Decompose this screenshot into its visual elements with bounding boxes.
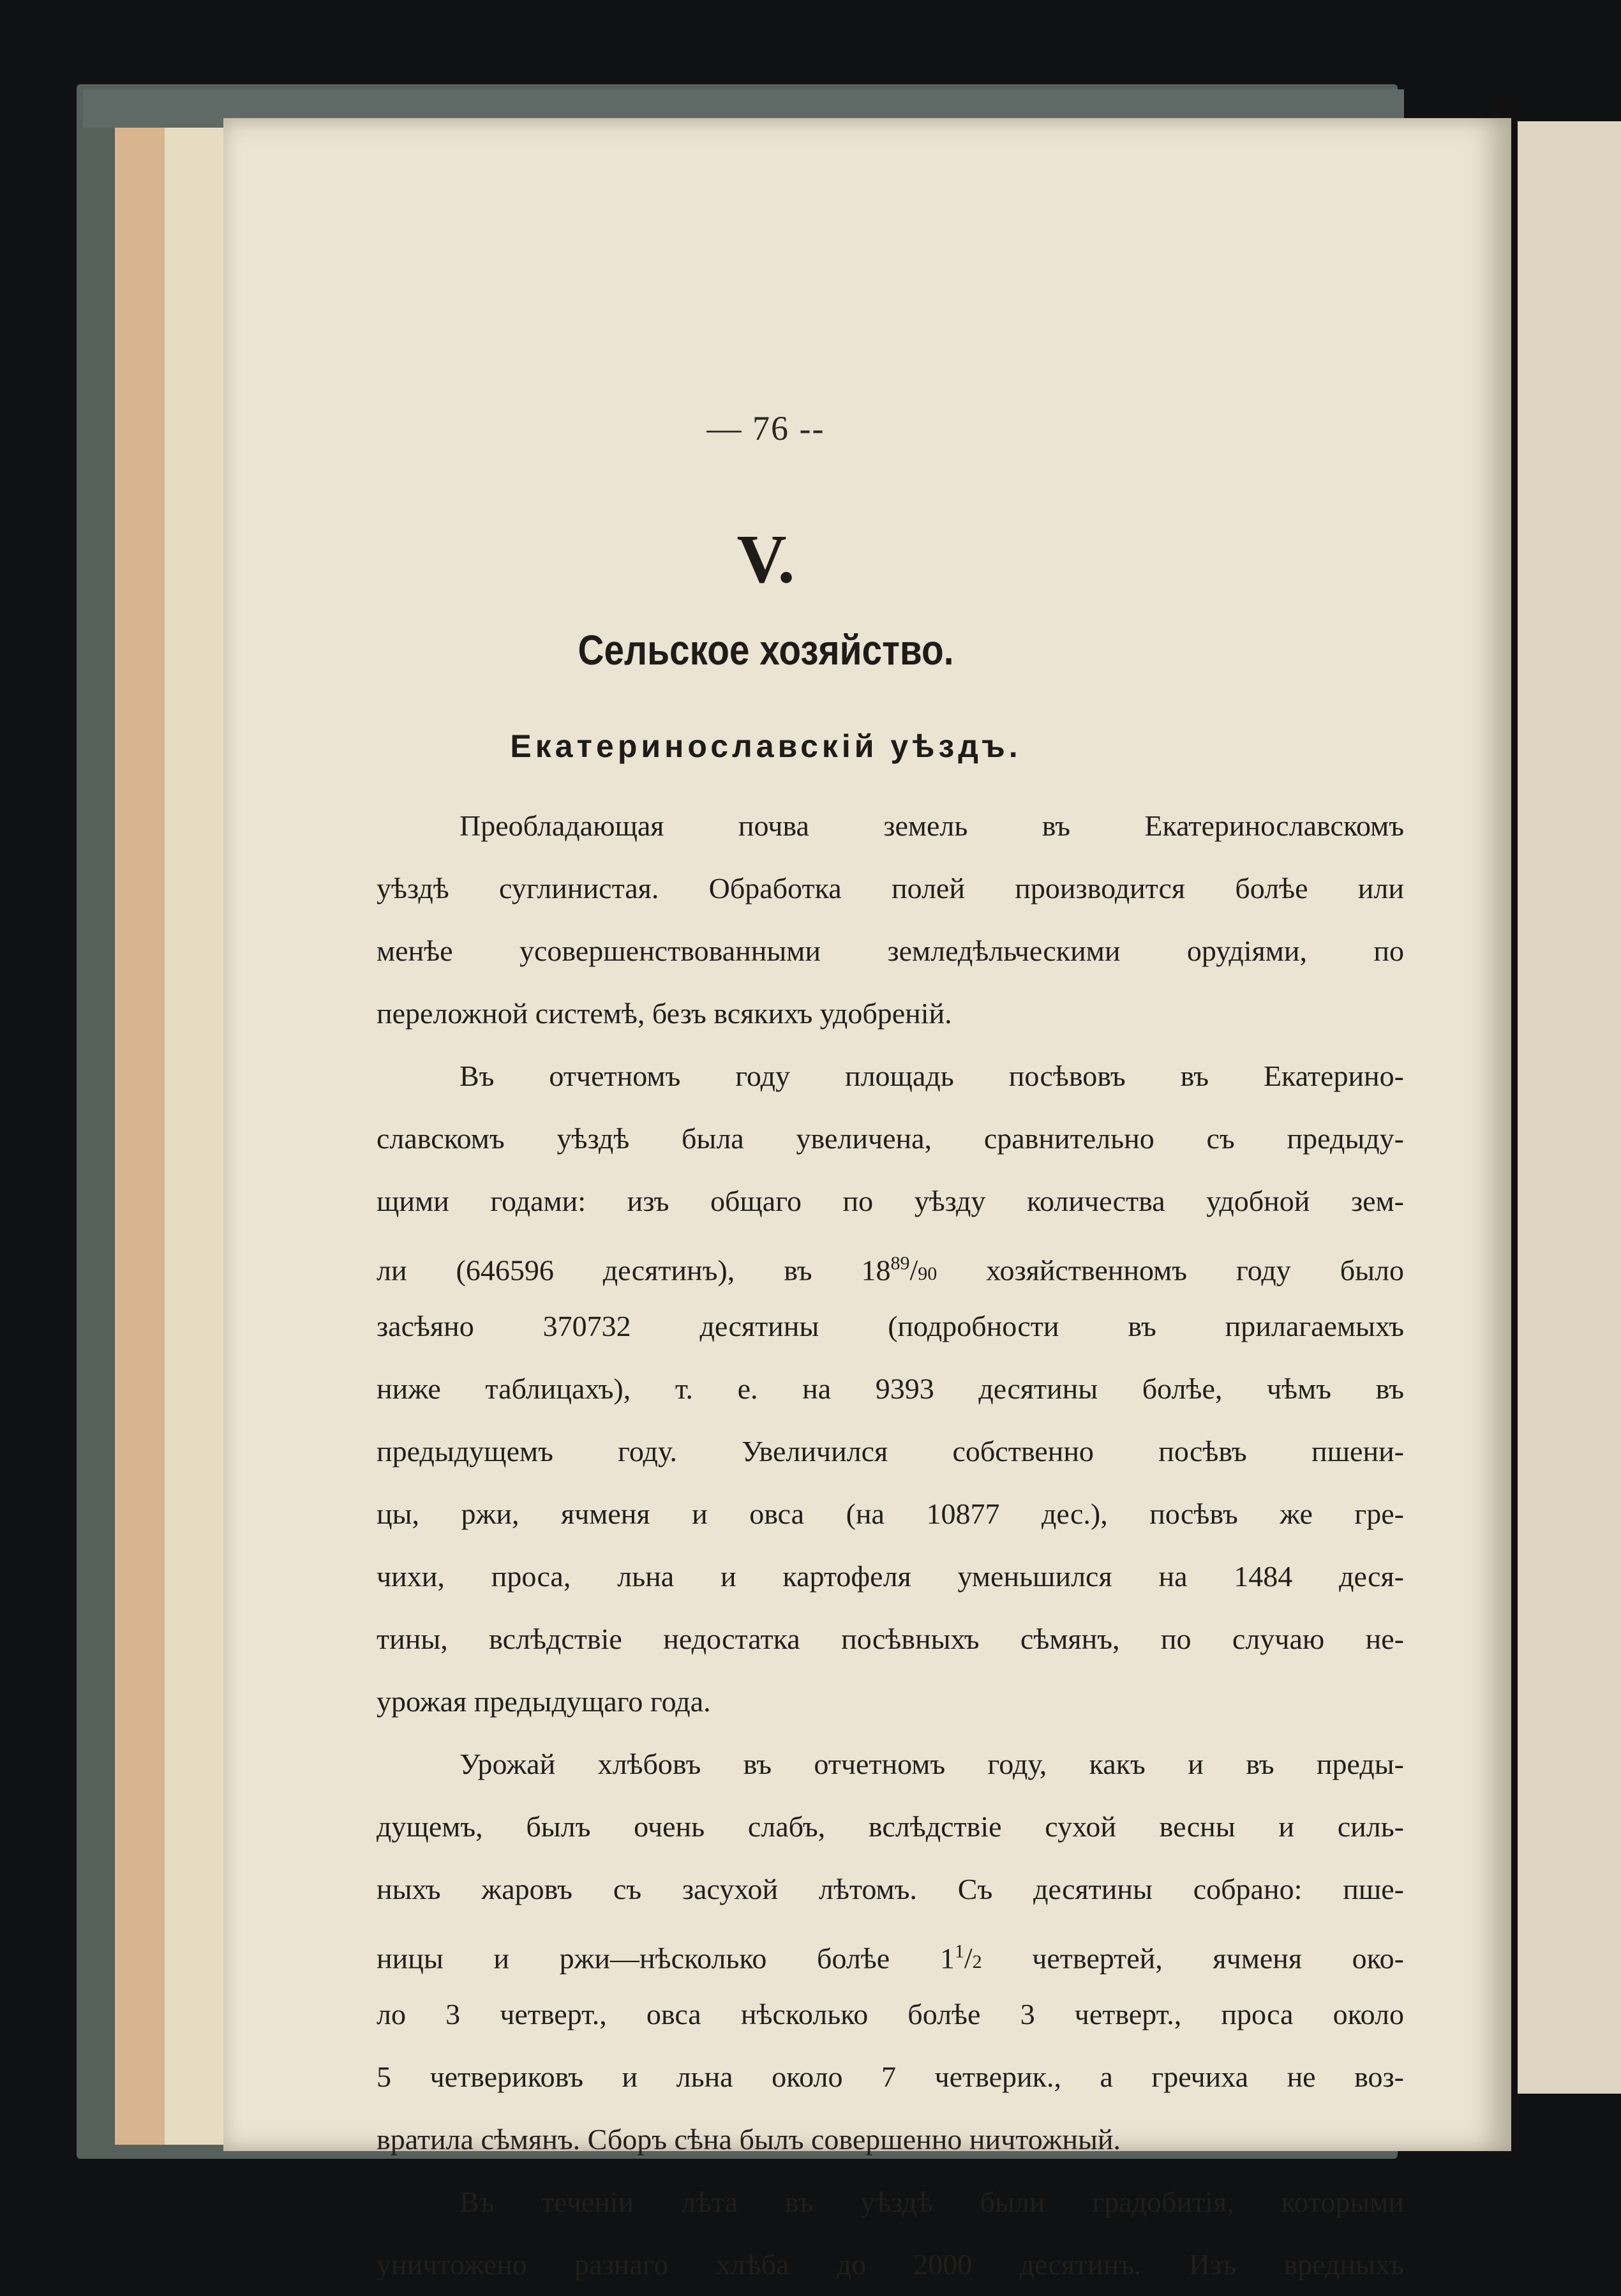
text-line: урожая предыдущаго года. bbox=[377, 1685, 711, 1718]
next-page-sliver bbox=[1518, 121, 1621, 2094]
page-edge-light bbox=[165, 128, 228, 2145]
fraction-numerator: 89 bbox=[890, 1253, 910, 1274]
text-line: Урожай хлѣбовъ въ отчетномъ году, какъ и въ преды- bbox=[459, 1748, 1404, 1780]
text-line: Преобладающая почва земель въ Екатеринославскомъ bbox=[459, 809, 1404, 842]
text-line: 5 четвериковъ и льна около 7 четверик., а гречиха не воз- bbox=[377, 2060, 1404, 2093]
text-line: менѣе усовершенствованными земледѣльческими орудіями, по bbox=[377, 934, 1404, 967]
fraction: $^1$/2 bbox=[954, 1941, 982, 1975]
fraction: $^{89}$/90 bbox=[890, 1253, 937, 1287]
text-line: дущемъ, былъ очень слабъ, вслѣдствіе сухой весны и силь- bbox=[377, 1810, 1404, 1843]
page-number: — 76 -- bbox=[706, 409, 825, 447]
text-line: Въ теченіи лѣта въ уѣздѣ были градобитія, которыми bbox=[459, 2186, 1404, 2218]
section-title: Сельское хозяйство. bbox=[578, 626, 954, 673]
text-line: Въ отчетномъ году площадь посѣвовъ въ Екатерино- bbox=[459, 1060, 1404, 1092]
text-line: щими годами: изъ общаго по уѣзду количества удобной зем- bbox=[377, 1185, 1404, 1217]
line-suffix: хозяйственномъ году было bbox=[937, 1254, 1405, 1287]
text-line: чихи, проса, льна и картофеля уменьшился на 1484 деся- bbox=[377, 1560, 1404, 1593]
body-text bbox=[377, 795, 1404, 2296]
line-prefix: ницы и ржи—нѣсколько болѣе 1 bbox=[377, 1942, 955, 1975]
text-line: уничтожено разнаго хлѣба до 2000 десятинъ. Изъ вредныхъ bbox=[377, 2248, 1404, 2281]
district-title: Екатеринославскій уѣздъ. bbox=[510, 728, 1022, 764]
text-line: уѣздѣ суглинистая. Обработка полей производится болѣе или bbox=[377, 872, 1404, 904]
text-line: цы, ржи, ячменя и овса (на 10877 дес.), посѣвъ же гре- bbox=[377, 1497, 1404, 1530]
text-line: тины, вслѣдствіе недостатка посѣвныхъ сѣмянъ, по случаю не- bbox=[377, 1623, 1404, 1655]
section-number: V. bbox=[736, 521, 795, 597]
text-line: ныхъ жаровъ съ засухой лѣтомъ. Съ десятины собрано: пше- bbox=[377, 1873, 1404, 1905]
book-page bbox=[223, 118, 1511, 2281]
text-line: ниже таблицахъ), т. е. на 9393 десятины болѣе, чѣмъ въ bbox=[377, 1372, 1404, 1405]
text-line: предыдущемъ году. Увеличился собственно посѣвъ пшени- bbox=[377, 1435, 1404, 1467]
text-line: ло 3 четверт., овса нѣсколько болѣе 3 четверт., проса около bbox=[377, 1998, 1404, 2030]
fraction-denominator: 90 bbox=[918, 1263, 937, 1285]
line-suffix: четвертей, ячменя око- bbox=[982, 1942, 1404, 1975]
fraction-denominator: 2 bbox=[972, 1951, 982, 1973]
page-edge-pink bbox=[115, 128, 166, 2145]
text-line-with-fraction bbox=[377, 1233, 1404, 1295]
text-line: вратила сѣмянъ. Сборъ сѣна былъ совершенно ничтожный. bbox=[377, 2123, 1121, 2156]
text-line: переложной системѣ, безъ всякихъ удобреній. bbox=[377, 997, 952, 1030]
text-line: славскомъ уѣздѣ была увеличена, сравнительно съ предыду- bbox=[377, 1122, 1404, 1155]
line-prefix: ли (646596 десятинъ), въ 18 bbox=[377, 1254, 891, 1287]
fraction-numerator: 1 bbox=[954, 1941, 964, 1962]
text-line-with-fraction bbox=[377, 1921, 1404, 1983]
text-line: засѣяно 370732 десятины (подробности въ прилагаемыхъ bbox=[377, 1310, 1404, 1342]
